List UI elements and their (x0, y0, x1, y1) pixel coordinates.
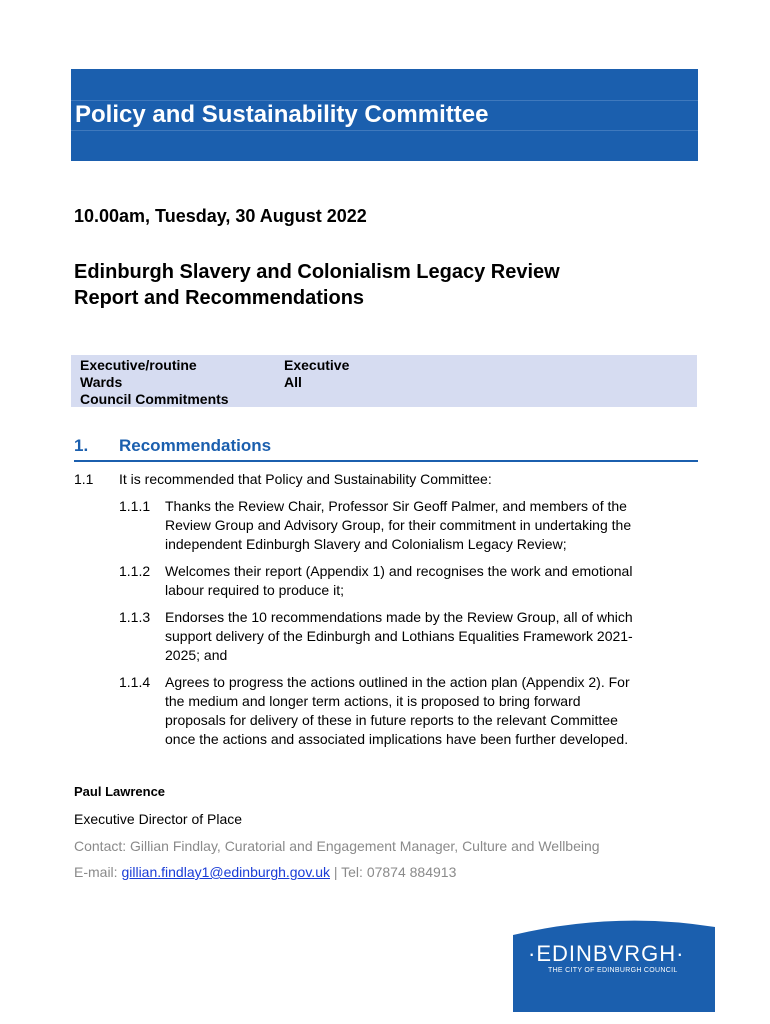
section-title: Recommendations (119, 436, 272, 455)
text-line: Review Group and Advisory Group, for their commitment in undertaking the (165, 517, 632, 533)
text-line: 2025; and (165, 647, 228, 663)
committee-title: Policy and Sustainability Committee (75, 101, 489, 128)
recommendation-text (165, 673, 695, 749)
email-line (74, 864, 456, 880)
meta-value-executive-routine: Executive (284, 357, 350, 373)
meta-label-executive-routine: Executive/routine (80, 357, 197, 373)
text-line: once the actions and associated implications have been further developed. (165, 731, 629, 747)
report-title-line: Report and Recommendations (74, 287, 365, 309)
report-meta-table (71, 355, 697, 407)
meeting-time: 10.00am, Tuesday, 30 August 2022 (74, 206, 367, 226)
meta-label-wards: Wards (80, 374, 123, 390)
logo-wordmark: ·EDINBVRGH· (528, 941, 685, 966)
recommendation-number: 1.1.1 (119, 498, 151, 514)
meta-label-council-commitments: Council Commitments (80, 391, 229, 407)
recommendation-number: 1.1.2 (119, 563, 151, 579)
text-line: Welcomes their report (Appendix 1) and recognises the work and emotional (165, 563, 633, 579)
section-heading-recommendations (74, 436, 698, 462)
signatory-name: Paul Lawrence (74, 784, 166, 799)
text-line: support delivery of the Edinburgh and Lothians Equalities Framework 2021- (165, 628, 633, 644)
recommendation-text (165, 608, 695, 665)
text-line: labour required to produce it; (165, 582, 344, 598)
banner-rule (71, 130, 698, 131)
title-banner (71, 69, 698, 161)
email-link[interactable]: gillian.findlay1@edinburgh.gov.uk (121, 864, 330, 880)
report-title-line: Edinburgh Slavery and Colonialism Legacy Review (74, 261, 560, 283)
text-line: Agrees to progress the actions outlined in the action plan (Appendix 2). For (165, 674, 630, 690)
telephone: | Tel: 07874 884913 (329, 864, 457, 880)
recommendation-number: 1.1.3 (119, 609, 151, 625)
logo-subtitle: THE CITY OF EDINBURGH COUNCIL (548, 967, 678, 974)
text-line: proposals for delivery of these in future reports to the relevant Committee (165, 712, 618, 728)
text-line: independent Edinburgh Slavery and Colonialism Legacy Review; (165, 536, 567, 552)
report-title (74, 259, 694, 311)
paragraph-number: 1.1 (74, 471, 94, 487)
recommendation-text (165, 562, 695, 600)
meta-value-wards: All (284, 374, 302, 390)
paragraph-text: It is recommended that Policy and Sustainability Committee: (119, 471, 492, 487)
signatory-role: Executive Director of Place (74, 811, 243, 827)
contact-line: Contact: Gillian Findlay, Curatorial and Engagement Manager, Culture and Wellbeing (74, 838, 600, 854)
recommendation-text (165, 497, 695, 554)
text-line: Thanks the Review Chair, Professor Sir Geoff Palmer, and members of the (165, 498, 627, 514)
section-number: 1. (74, 436, 89, 455)
email-label: E-mail: (74, 864, 122, 880)
text-line: Endorses the 10 recommendations made by the Review Group, all of which (165, 609, 633, 625)
text-line: the medium and longer term actions, it is proposed to bring forward (165, 693, 581, 709)
recommendation-number: 1.1.4 (119, 674, 151, 690)
